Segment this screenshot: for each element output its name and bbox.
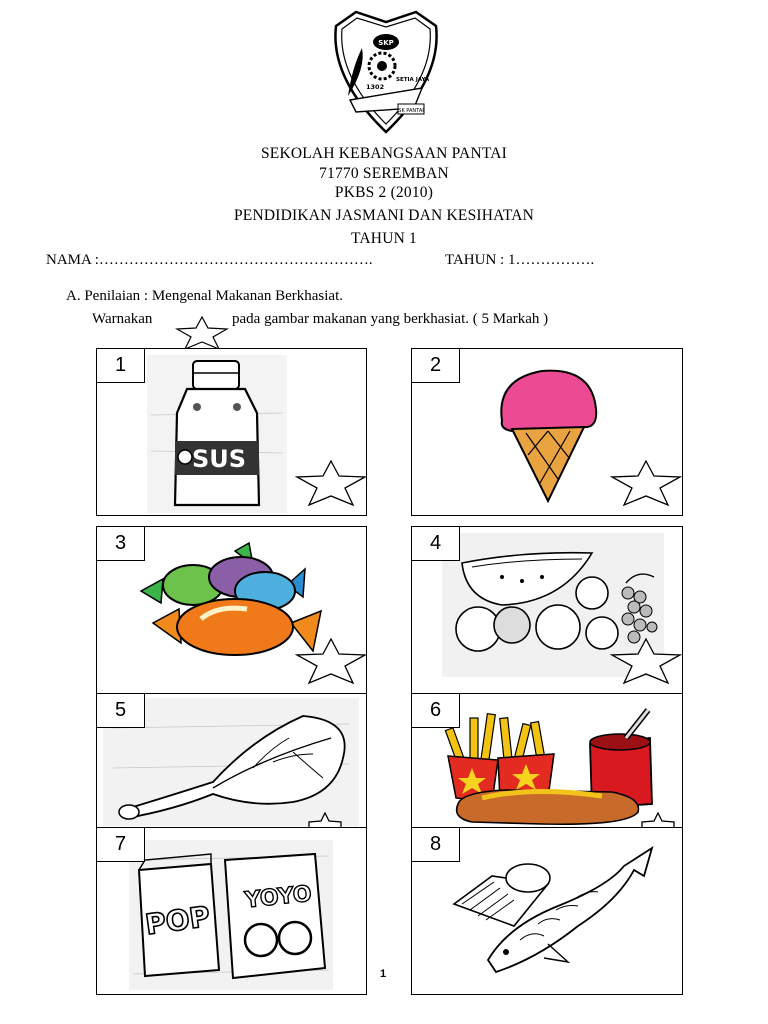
section-heading: A. Penilaian : Mengenal Makanan Berkhasiat. (66, 288, 344, 304)
milk-bottle-drawing (147, 355, 287, 513)
page-number: 1 (380, 968, 387, 980)
food-card-3[interactable] (96, 526, 367, 694)
subject-title: PENDIDIKAN JASMANI DAN KESIHATAN (233, 207, 535, 224)
year-title: TAHUN 1 (350, 230, 418, 247)
item-number: 5 (97, 694, 145, 728)
school-crest-logo (326, 8, 446, 136)
fries-cola-hotdog-drawing (442, 708, 668, 826)
item-number: 8 (412, 828, 460, 862)
packet-label-yoyo: YOYO (243, 881, 313, 914)
color-star-icon[interactable] (610, 459, 682, 507)
color-star-icon[interactable] (640, 812, 676, 828)
food-card-6[interactable] (411, 693, 683, 828)
color-star-icon[interactable] (295, 637, 367, 685)
item-number: 6 (412, 694, 460, 728)
logo-code: 1302 (366, 83, 385, 91)
color-star-icon[interactable] (307, 812, 343, 828)
school-address: 71770 SEREMBAN (319, 165, 449, 182)
item-number: 4 (412, 527, 460, 561)
ice-cream-cone-drawing (492, 359, 602, 509)
food-card-8[interactable] (411, 827, 683, 995)
color-star-icon[interactable] (295, 459, 367, 507)
food-card-1[interactable] (96, 348, 367, 516)
food-card-2[interactable] (411, 348, 683, 516)
school-name: SEKOLAH KEBANGSAAN PANTAI (260, 145, 508, 162)
name-field-label: NAMA :………………………………………………. (46, 252, 373, 268)
exam-title: PKBS 2 (2010) (334, 184, 434, 201)
color-star-icon[interactable] (610, 637, 682, 685)
item-number: 2 (412, 349, 460, 383)
item-number: 3 (97, 527, 145, 561)
instruction-suffix: pada gambar makanan yang berkhasiat. ( 5 Markah ) (232, 311, 549, 327)
food-card-7[interactable] (96, 827, 367, 995)
food-card-5[interactable] (96, 693, 367, 828)
item-number: 7 (97, 828, 145, 862)
food-card-4[interactable] (411, 526, 683, 694)
instruction-star-icon (175, 316, 229, 350)
year-field-label: TAHUN : 1……………. (445, 252, 595, 268)
fish-drawing (448, 840, 658, 982)
item-number: 1 (97, 349, 145, 383)
logo-text: SKP (378, 39, 394, 47)
packet-label-pop: POP (143, 899, 213, 942)
bottle-label: SUS (191, 445, 247, 473)
logo-banner: SK PANTAI (398, 108, 424, 114)
logo-ribbon: SETIA JAYA (396, 77, 430, 83)
snack-packets-drawing (129, 840, 333, 990)
instruction-prefix: Warnakan (92, 311, 153, 327)
